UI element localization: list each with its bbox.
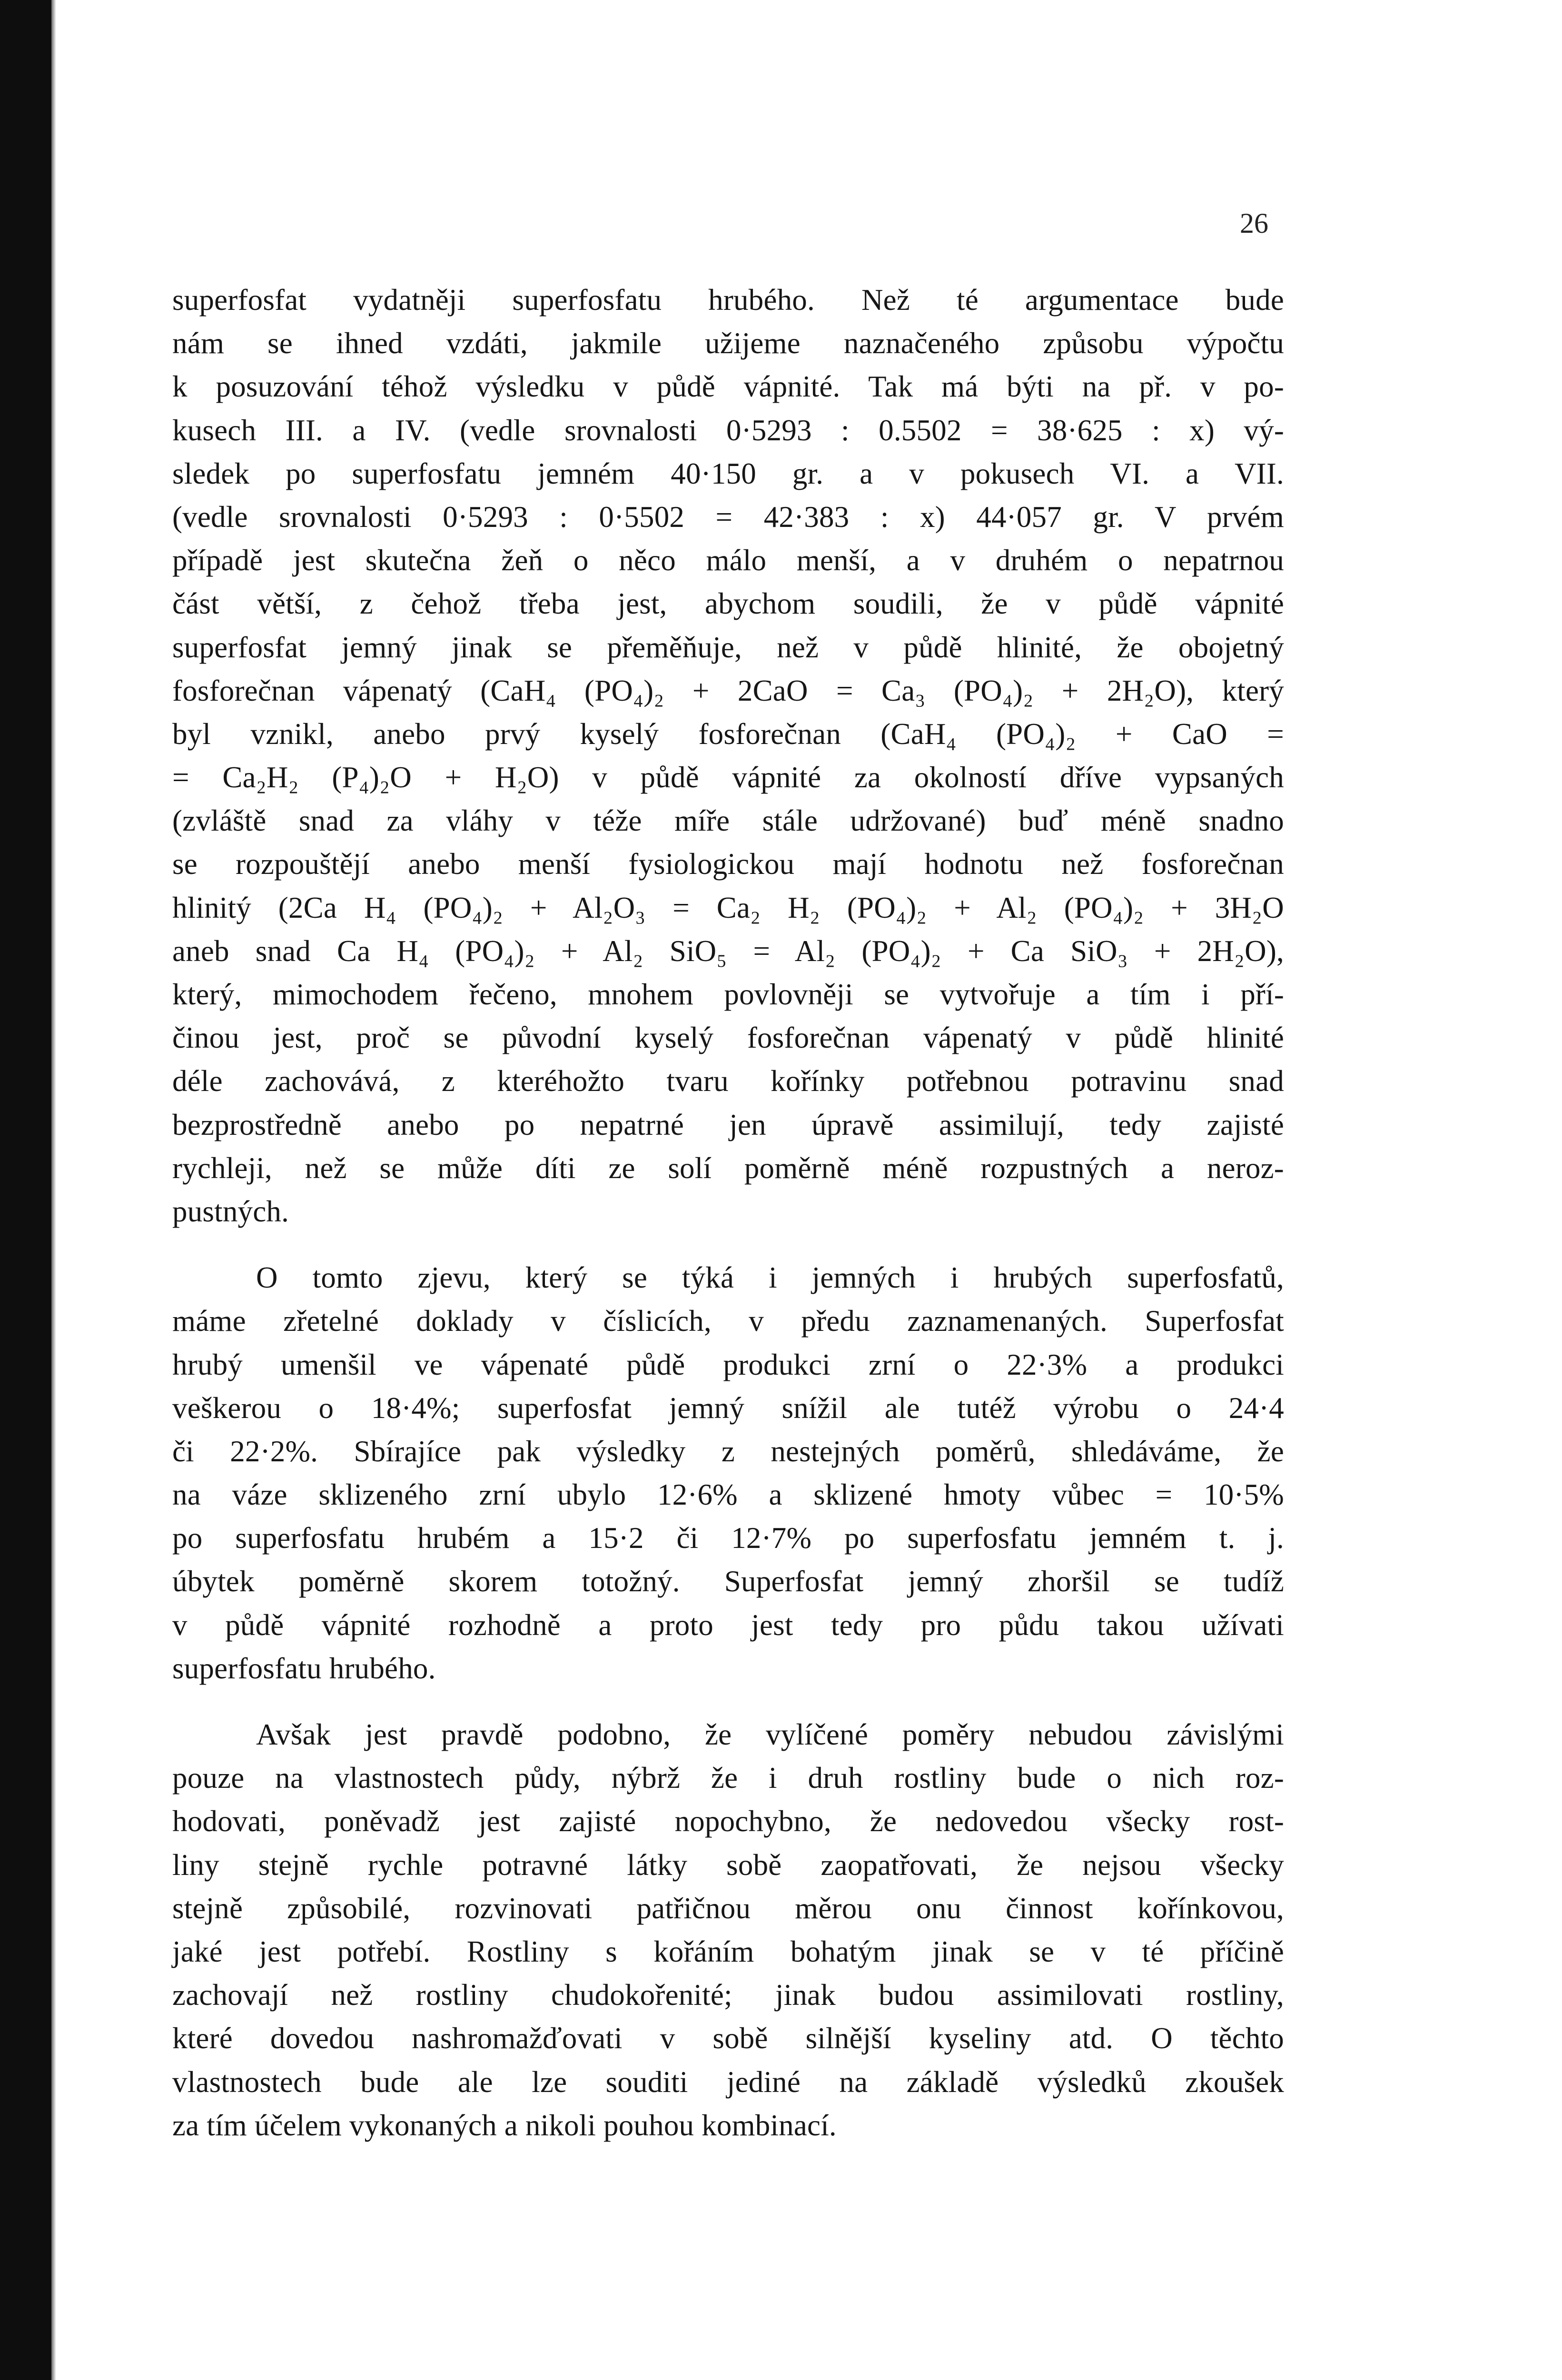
text-line: pouze na vlastnostech půdy, nýbrž že i druh rostliny bude o nich roz- [172,1761,1284,1795]
text-line: veškerou o 18·4%; superfosfat jemný snížil ale tutéž výrobu o 24·4 [172,1391,1284,1425]
page-number: 26 [1240,208,1268,239]
text-line: kusech III. a IV. (vedle srovnalosti 0·5293 : 0.5502 = 38·625 : x) vý- [172,413,1284,447]
text-line: (zvláště snad za vláhy v téže míře stále udržované) buď méně snadno [172,804,1284,838]
text-line: sledek po superfosfatu jemném 40·150 gr. a v pokusech VI. a VII. [172,456,1284,490]
text-line: superfosfatu hrubého. [172,1651,436,1685]
text-line: Avšak jest pravdě podobno, že vylíčené poměry nebudou závislými [256,1718,1284,1751]
paragraph [172,1713,1284,2147]
text-line: jaké jest potřebí. Rostliny s kořáním bohatým jinak se v té příčině [172,1934,1284,1968]
text-line: aneb snad Ca H₄ (PO₄)₂ + Al₂ SiO₅ = Al₂ (PO₄)₂ + Ca SiO₃ + 2H₂O), [172,934,1284,968]
text-line: O tomto zjevu, který se týká i jemných i hrubých superfosfatů, [256,1261,1284,1295]
text-line: rychleji, než se může díti ze solí poměrně méně rozpustných a neroz- [172,1151,1284,1185]
paragraph [172,1256,1284,1690]
paragraph [172,278,1284,1233]
text-line: se rozpouštějí anebo menší fysiologickou mají hodnotu než fosforečnan [172,847,1284,881]
text-line: zachovají než rostliny chudokořenité; jinak budou assimilovati rostliny, [172,1978,1284,2012]
text-line: na váze sklizeného zrní ubylo 12·6% a sklizené hmoty vůbec = 10·5% [172,1478,1284,1512]
text-line: úbytek poměrně skorem totožný. Superfosfat jemný zhoršil se tudíž [172,1565,1284,1598]
text-line: bezprostředně anebo po nepatrné jen úpravě assimilují, tedy zajisté [172,1108,1284,1141]
text-line: za tím účelem vykonaných a nikoli pouhou kombinací. [172,2108,837,2142]
text-line: část větší, z čehož třeba jest, abychom soudili, že v půdě vápnité [172,587,1284,621]
text-line: hrubý umenšil ve vápenaté půdě produkci zrní o 22·3% a produkci [172,1348,1284,1381]
text-line: pustných. [172,1194,289,1228]
text-line: déle zachovává, z kteréhožto tvaru kořínky potřebnou potravinu snad [172,1064,1284,1098]
text-line: superfosfat vydatněji superfosfatu hrubého. Než té argumentace bude [172,283,1284,317]
text-line: případě jest skutečna žeň o něco málo menší, a v druhém o nepatrnou [172,544,1284,577]
scan-binding-edge [0,0,51,2380]
body-text [172,278,1284,2147]
text-line: k posuzování téhož výsledku v půdě vápnité. Tak má býti na př. v po- [172,370,1284,404]
text-line: byl vznikl, anebo prvý kyselý fosforečnan (CaH₄ (PO₄)₂ + CaO = [172,717,1284,751]
text-line: hlinitý (2Ca H₄ (PO₄)₂ + Al₂O₃ = Ca₂ H₂ (PO₄)₂ + Al₂ (PO₄)₂ + 3H₂O [172,891,1284,924]
text-line: či 22·2%. Sbírajíce pak výsledky z nestejných poměrů, shledáváme, že [172,1434,1284,1468]
text-line: hodovati, poněvadž jest zajisté nopochybno, že nedovedou všecky rost- [172,1805,1284,1838]
scan-edge-shadow [51,0,56,2380]
text-line: fosforečnan vápenatý (CaH₄ (PO₄)₂ + 2CaO = Ca₃ (PO₄)₂ + 2H₂O), který [172,674,1284,707]
text-line: vlastnostech bude ale lze souditi jediné na základě výsledků zkoušek [172,2065,1284,2099]
text-line: liny stejně rychle potravné látky sobě zaopatřovati, že nejsou všecky [172,1848,1284,1882]
text-line: které dovedou nashromažďovati v sobě silnější kyseliny atd. O těchto [172,2022,1284,2055]
text-line: máme zřetelné doklady v číslicích, v předu zaznamenaných. Superfosfat [172,1304,1284,1338]
paragraph-gap [172,1233,1284,1256]
text-line: superfosfat jemný jinak se přeměňuje, než v půdě hlinité, že obojetný [172,630,1284,664]
text-line: který, mimochodem řečeno, mnohem povlovněji se vytvořuje a tím i pří- [172,978,1284,1011]
text-line: stejně způsobilé, rozvinovati patřičnou měrou onu činnost kořínkovou, [172,1891,1284,1925]
paragraph-gap [172,1690,1284,1713]
text-line: nám se ihned vzdáti, jakmile užijeme naznačeného způsobu výpočtu [172,327,1284,360]
text-line: činou jest, proč se původní kyselý fosforečnan vápenatý v půdě hlinité [172,1021,1284,1055]
text-line: (vedle srovnalosti 0·5293 : 0·5502 = 42·383 : x) 44·057 gr. V prvém [172,500,1284,534]
text-line: = Ca₂H₂ (P₄)₂O + H₂O) v půdě vápnité za okolností dříve vypsaných [172,761,1284,794]
text-line: po superfosfatu hrubém a 15·2 či 12·7% po superfosfatu jemném t. j. [172,1521,1284,1555]
text-line: v půdě vápnité rozhodně a proto jest tedy pro půdu takou užívati [172,1608,1284,1642]
